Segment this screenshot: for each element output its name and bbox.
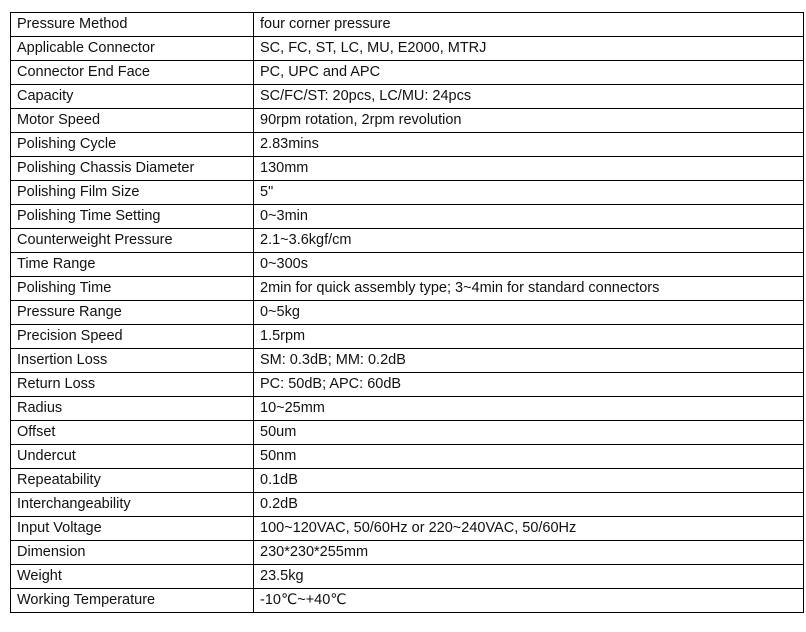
- spec-value: 100~120VAC, 50/60Hz or 220~240VAC, 50/60Hz: [254, 517, 804, 541]
- spec-label: Radius: [11, 397, 254, 421]
- table-row: [11, 109, 804, 133]
- spec-value: four corner pressure: [254, 13, 804, 37]
- table-row: [11, 277, 804, 301]
- table-row: [11, 157, 804, 181]
- spec-value: 2min for quick assembly type; 3~4min for standard connectors: [254, 277, 804, 301]
- spec-value: 0.1dB: [254, 469, 804, 493]
- spec-value: 5": [254, 181, 804, 205]
- spec-label: Dimension: [11, 541, 254, 565]
- table-row: [11, 517, 804, 541]
- spec-value: 0~3min: [254, 205, 804, 229]
- spec-label: Input Voltage: [11, 517, 254, 541]
- spec-value: -10℃~+40℃: [254, 589, 804, 613]
- spec-label: Connector End Face: [11, 61, 254, 85]
- spec-value: 1.5rpm: [254, 325, 804, 349]
- table-row: [11, 133, 804, 157]
- spec-table-body: [11, 13, 804, 613]
- table-row: [11, 301, 804, 325]
- table-row: [11, 373, 804, 397]
- spec-value: 2.1~3.6kgf/cm: [254, 229, 804, 253]
- spec-label: Counterweight Pressure: [11, 229, 254, 253]
- spec-value: 230*230*255mm: [254, 541, 804, 565]
- spec-label: Return Loss: [11, 373, 254, 397]
- spec-label: Working Temperature: [11, 589, 254, 613]
- spec-label: Undercut: [11, 445, 254, 469]
- spec-label: Time Range: [11, 253, 254, 277]
- table-row: [11, 205, 804, 229]
- spec-value: 23.5kg: [254, 565, 804, 589]
- spec-label: Pressure Method: [11, 13, 254, 37]
- table-row: [11, 85, 804, 109]
- spec-value: 0~300s: [254, 253, 804, 277]
- spec-table: [10, 12, 804, 613]
- table-row: [11, 349, 804, 373]
- spec-label: Pressure Range: [11, 301, 254, 325]
- spec-value: SC/FC/ST: 20pcs, LC/MU: 24pcs: [254, 85, 804, 109]
- spec-value: SM: 0.3dB; MM: 0.2dB: [254, 349, 804, 373]
- spec-value: 0~5kg: [254, 301, 804, 325]
- spec-value: PC: 50dB; APC: 60dB: [254, 373, 804, 397]
- table-row: [11, 181, 804, 205]
- spec-label: Polishing Film Size: [11, 181, 254, 205]
- table-row: [11, 589, 804, 613]
- table-row: [11, 229, 804, 253]
- table-row: [11, 325, 804, 349]
- spec-value: 50nm: [254, 445, 804, 469]
- spec-value: PC, UPC and APC: [254, 61, 804, 85]
- spec-value: 2.83mins: [254, 133, 804, 157]
- table-row: [11, 493, 804, 517]
- spec-label: Weight: [11, 565, 254, 589]
- spec-value: 90rpm rotation, 2rpm revolution: [254, 109, 804, 133]
- spec-label: Polishing Cycle: [11, 133, 254, 157]
- table-row: [11, 37, 804, 61]
- spec-label: Repeatability: [11, 469, 254, 493]
- table-row: [11, 565, 804, 589]
- spec-label: Capacity: [11, 85, 254, 109]
- spec-label: Precision Speed: [11, 325, 254, 349]
- spec-label: Applicable Connector: [11, 37, 254, 61]
- table-row: [11, 421, 804, 445]
- table-row: [11, 61, 804, 85]
- table-row: [11, 253, 804, 277]
- table-row: [11, 469, 804, 493]
- spec-label: Polishing Time: [11, 277, 254, 301]
- spec-label: Polishing Time Setting: [11, 205, 254, 229]
- spec-label: Polishing Chassis Diameter: [11, 157, 254, 181]
- spec-value: 130mm: [254, 157, 804, 181]
- table-row: [11, 13, 804, 37]
- spec-value: 10~25mm: [254, 397, 804, 421]
- spec-label: Insertion Loss: [11, 349, 254, 373]
- spec-value: SC, FC, ST, LC, MU, E2000, MTRJ: [254, 37, 804, 61]
- spec-value: 50um: [254, 421, 804, 445]
- table-row: [11, 445, 804, 469]
- spec-label: Interchangeability: [11, 493, 254, 517]
- table-row: [11, 541, 804, 565]
- table-row: [11, 397, 804, 421]
- spec-label: Motor Speed: [11, 109, 254, 133]
- spec-value: 0.2dB: [254, 493, 804, 517]
- spec-label: Offset: [11, 421, 254, 445]
